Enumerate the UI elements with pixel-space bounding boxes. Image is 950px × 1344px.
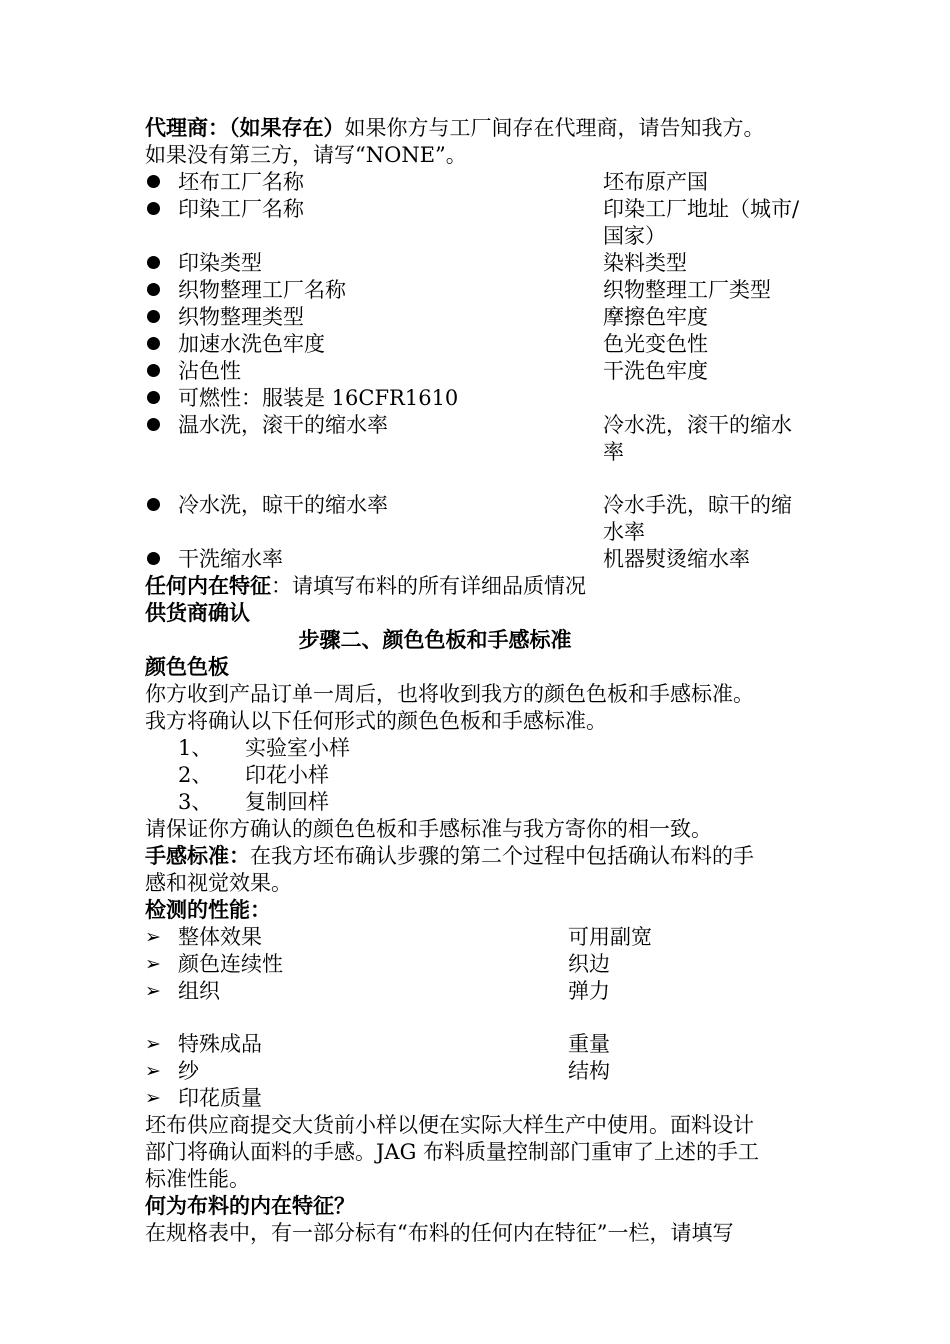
property-left: 印花质量 <box>178 1086 262 1110</box>
document-page <box>145 115 825 1247</box>
item-number: 3、 <box>178 790 213 814</box>
property-left: 整体效果 <box>178 925 262 949</box>
property-row <box>145 1058 825 1085</box>
bullet-left: 可燃性：服装是 16CFR1610 <box>178 386 459 410</box>
closing-line-3: 标准性能。 <box>145 1167 250 1191</box>
item-number: 2、 <box>178 763 213 787</box>
intrinsic-line <box>145 573 825 600</box>
bullet-item <box>145 546 825 573</box>
bullet-icon <box>147 202 160 215</box>
tested-heading: 检测的性能： <box>145 898 271 922</box>
bullet-left: 织物整理工厂名称 <box>178 278 346 302</box>
color-board-line-2: 我方将确认以下任何形式的颜色色板和手感标准。 <box>145 709 607 733</box>
property-right: 可用副宽 <box>568 925 652 949</box>
agent-line-2: 如果没有第三方，请写“NONE”。 <box>145 143 467 167</box>
item-text: 实验室小样 <box>245 736 350 760</box>
bullet-left: 印染类型 <box>178 251 262 275</box>
intrinsic-text: ：请填写布料的所有详细品质情况 <box>271 574 586 598</box>
bullet-left: 加速水洗色牢度 <box>178 332 325 356</box>
item-text: 复制回样 <box>245 790 329 814</box>
bullet-item <box>145 277 825 304</box>
bullet-left: 坯布工厂名称 <box>178 170 304 194</box>
property-left: 组织 <box>178 979 220 1003</box>
color-board-heading: 颜色色板 <box>145 655 229 679</box>
agent-text: 如果你方与工厂间存在代理商，请告知我方。 <box>344 116 765 140</box>
bullet-right: 冷水手洗，晾干的缩水率 <box>603 493 792 544</box>
bullet-item <box>145 492 825 546</box>
property-left: 纱 <box>178 1059 199 1083</box>
hand-feel-text: 在我方坯布确认步骤的第二个过程中包括确认布料的手 <box>250 844 754 868</box>
bullet-right: 坯布原产国 <box>603 170 708 194</box>
hand-feel-line <box>145 843 825 870</box>
hand-feel-label: 手感标准： <box>145 844 250 868</box>
bullet-right: 冷水洗，滚干的缩水率 <box>603 413 792 464</box>
bullet-icon <box>147 391 160 404</box>
arrow-bullet-icon: ➢ <box>145 1033 161 1055</box>
bullet-right: 摩擦色牢度 <box>603 305 708 329</box>
bullet-item <box>145 169 825 196</box>
bullet-icon <box>147 552 160 565</box>
numbered-item <box>145 735 825 762</box>
bullet-left: 温水洗，滚干的缩水率 <box>178 413 388 437</box>
bullet-icon <box>147 418 160 431</box>
property-right: 弹力 <box>568 979 610 1003</box>
property-right: 重量 <box>568 1032 610 1056</box>
bullet-icon <box>147 175 160 188</box>
bullet-right: 机器熨烫缩水率 <box>603 547 750 571</box>
item-number: 1、 <box>178 736 213 760</box>
property-right: 织边 <box>568 952 610 976</box>
bullet-icon <box>147 283 160 296</box>
bullet-icon <box>147 364 160 377</box>
bullet-icon <box>147 310 160 323</box>
bullet-left: 沾色性 <box>178 359 241 383</box>
bullet-item <box>145 385 825 412</box>
property-row <box>145 1085 825 1112</box>
numbered-item <box>145 789 825 816</box>
what-is-text: 在规格表中，有一部分标有“布料的任何内在特征”一栏，请填写 <box>145 1221 734 1245</box>
numbered-item <box>145 762 825 789</box>
bullet-item <box>145 412 825 466</box>
what-is-heading: 何为布料的内在特征？ <box>145 1194 355 1218</box>
closing-line-2: 部门将确认面料的手感。JAG 布料质量控制部门重审了上述的手工 <box>145 1140 760 1164</box>
bullet-left: 织物整理类型 <box>178 305 304 329</box>
bullet-item <box>145 250 825 277</box>
bullet-right: 织物整理工厂类型 <box>603 278 771 302</box>
closing-line-1: 坯布供应商提交大货前小样以便在实际大样生产中使用。面料设计 <box>145 1113 754 1137</box>
bullet-item <box>145 358 825 385</box>
color-board-line-1: 你方收到产品订单一周后，也将收到我方的颜色色板和手感标准。 <box>145 682 754 706</box>
bullet-item <box>145 196 825 250</box>
arrow-bullet-icon: ➢ <box>145 926 161 948</box>
bullet-icon <box>147 337 160 350</box>
supplier-confirm: 供货商确认 <box>145 601 250 625</box>
step2-title: 步骤二、颜色色板和手感标准 <box>298 628 572 652</box>
bullet-right: 染料类型 <box>603 251 687 275</box>
agent-label: 代理商：（如果存在） <box>145 116 345 140</box>
property-row <box>145 978 825 1005</box>
bullet-right: 色光变色性 <box>603 332 708 356</box>
bullet-left: 干洗缩水率 <box>178 547 283 571</box>
property-row <box>145 951 825 978</box>
bullet-icon <box>147 498 160 511</box>
property-left: 颜色连续性 <box>178 952 283 976</box>
color-board-note: 请保证你方确认的颜色色板和手感标准与我方寄你的相一致。 <box>145 817 712 841</box>
bullet-right: 干洗色牢度 <box>603 359 708 383</box>
arrow-bullet-icon: ➢ <box>145 1087 161 1109</box>
bullet-item <box>145 331 825 358</box>
bullet-right: 印染工厂地址（城市/国家） <box>603 197 800 248</box>
bullet-icon <box>147 256 160 269</box>
bullet-item <box>145 304 825 331</box>
property-left: 特殊成品 <box>178 1032 262 1056</box>
arrow-bullet-icon: ➢ <box>145 980 161 1002</box>
property-right: 结构 <box>568 1059 610 1083</box>
arrow-bullet-icon: ➢ <box>145 1060 161 1082</box>
property-row <box>145 1031 825 1058</box>
item-text: 印花小样 <box>245 763 329 787</box>
intrinsic-label: 任何内在特征 <box>145 574 271 598</box>
hand-feel-line-2: 感和视觉效果。 <box>145 871 292 895</box>
property-row <box>145 924 825 951</box>
agent-line <box>145 115 825 142</box>
bullet-left: 印染工厂名称 <box>178 197 304 221</box>
bullet-left: 冷水洗，晾干的缩水率 <box>178 493 388 517</box>
arrow-bullet-icon: ➢ <box>145 953 161 975</box>
